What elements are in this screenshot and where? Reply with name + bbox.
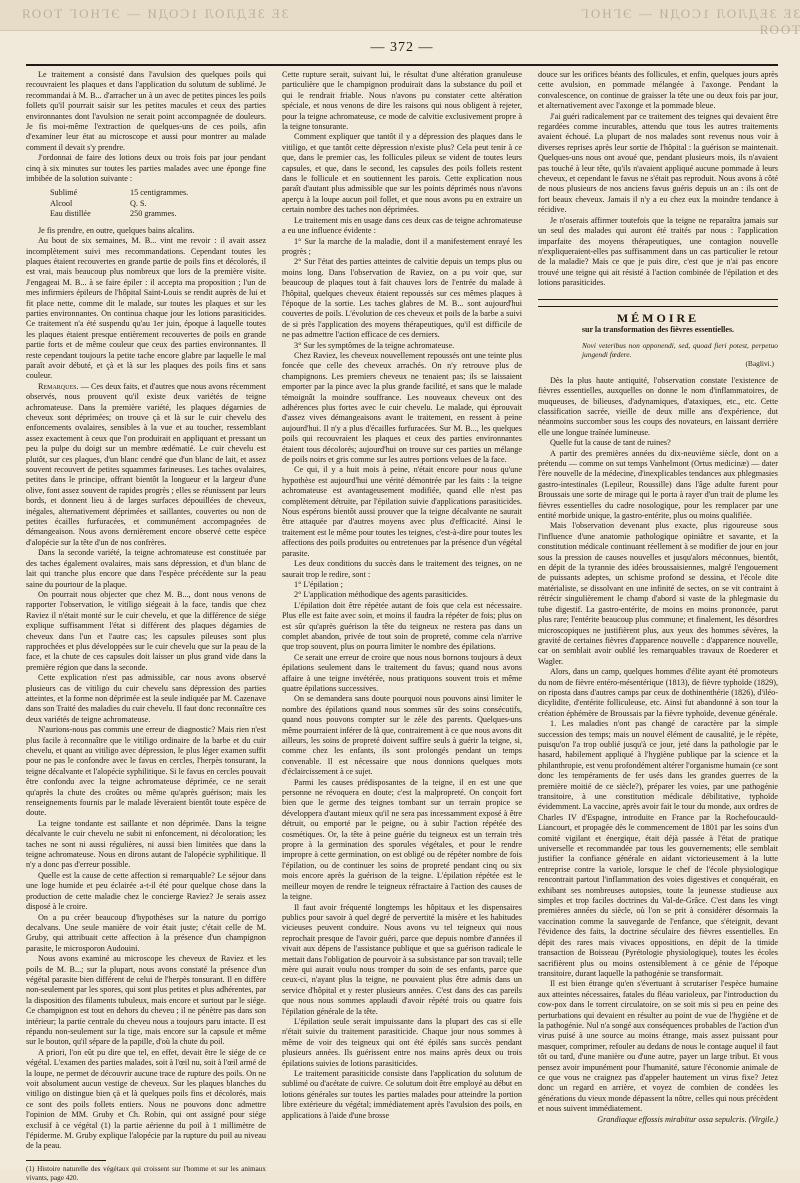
paragraph: Comment expliquer que tantôt il y a dépression des plaques dans le vitiligo, et que tantôt cette dépression n'existe plus? Cela peut tenir à ce que, dans le premier cas, les follicules pileux se vident de toutes leurs capsules, et que, dans le second, les capsules des poils follets restent dans le follicule et en soutiennent les parois. Cette explication nous paraît d'autant plus admissible que sur les points déprimés nous n'avons aperçu à la loupe aucun poil follet, et que nous avons pu en extraire un certain nombre des taches non déprimées. — [282, 132, 522, 215]
paragraph: 2° L'application méthodique des agents parasiticides. — [294, 590, 468, 600]
remarks-label: Remarques. — [38, 381, 79, 391]
ingredient: Eau distillée — [50, 209, 91, 219]
paragraph: Dans la seconde variété, la teigne achromateuse est constituée par des taches également ovalaires, mais sans dépression, et d'un blanc de lait qui tranche plus encore que dans l'espèce précédente sur la peau saine du pourtour de la plaque. — [26, 548, 266, 589]
dose: 250 grammes. — [130, 209, 177, 219]
paragraph: Au bout de six semaines, M. B... vint me revoir : il avait assez incomplètement suivi mes recommandations. Cependant toutes les plaques étaient recouvertes en grande partie de poils fins et décolorés, il est vrai, mais beaucoup plus nombreux que lors de la première visite. J'engageai M. B... à se faire épiler : il accepta ma proposition ; l'un de mes infirmiers épileurs de l'hôpital Saint-Louis se rendit auprès de lui et fit place nette, comme dit le malade, sur toutes les plaques et sur les parties environnantes. On continua chaque jour les lotions parasiticides. Ce traitement n'a été suspendu qu'au 1er juin, époque à laquelle toutes les plaques étaient presque entièrement recouvertes de poils en grande partie forts et de même couleur que ceux des parties environnantes. Il reste cependant toujours la petite tache encore glabre par laquelle le mal paraît avoir débuté, et çà et là sur les plaques des poils fins et sans couleur. — [26, 236, 266, 381]
column-middle — [282, 70, 522, 1183]
paragraph: 3° Sur les symptômes de la teigne achromateuse. — [294, 340, 455, 350]
paragraph-text: — Ces deux faits, et d'autres que nous avons récemment observés, nous prouvent qu'il existe deux variétés de teigne achromateuse. Dans la première variété, les plaques dégarnies de cheveux sont déprimées; on trouve çà et là sur le cuir chevelu des enfoncements ovalaires, sensibles à la vue et au toucher, ressemblant assez exactement à ceux que l'on produirait en appliquant et pressant un peu la pulpe du doigt sur un membre œdématié. Le cuir chevelu est plutôt, sur ces plaques, d'un blanc cendré que d'un blanc de lait, et assez souvent recouvert de petites squammes farineuses. Les taches ovalaires, petites dans le principe, offrant bientôt la longueur et la largeur d'une olive, font assez souvent de rapides progrès ; elles se réunissent par leurs bords, et donnent lieu à de larges surfaces dépouillées de cheveux, inégales, alternativement déprimées et saillantes, couvertes ou non de petites écailles furfuracées, et communément accompagnées de démangeaison. Nous avons dernièrement encore observé cette espèce d'alopécie sur la tête d'un de nos confrères. — [26, 381, 266, 547]
paragraph: Cette explication n'est pas admissible, car nous avons observé plusieurs cas de vitiligo du cuir chevelu sans dépression des parties atteintes, et la forme non déprimée est la seule indiquée par M. Cazenave dans son Traité des maladies du cuir chevelu. Il faut donc reconnaître ces deux variétés de teigne achromateuse. — [26, 673, 266, 724]
text-columns — [26, 70, 778, 1182]
bleed-through-text: ЗЕ ЗЕДЛОЛ 1СОДИ — ЭГНОГ ТООЯ — [579, 6, 800, 37]
paragraph: J'ai guéri radicalement par ce traitement des teignes qui devaient être regardées comme incurables, attendu que tous les autres traitements avaient échoué. La plupart de nos malades sont revenus nous voir à diverses reprises après leur sortie de l'hôpital : la guérison se maintenait. Quelques-uns nous ont avoué que, pendant plusieurs mois, ils n'avaient pas touché à leur tête, qu'ils n'avaient appliqué aucune pommade à leurs cheveux, et cependant le favus ne s'était pas reproduit. Nous avons à côté de nous plusieurs de nos anciens favus guéris depuis un an : ils ont de fort beaux cheveux. Jamais il n'y a eu chez eux la moindre tendance à récidive. — [538, 111, 778, 215]
epigraph-source: (Baglivi.) — [745, 359, 774, 369]
paragraph: A partir des premières années du dix-neuvième siècle, dont on a prétendu — comme on sut temps Vanhelmont (Ortus medicinæ) — dater l'ère nouvelle de la médecine, d'inexplicables tendances aux phlegmasies gastro-intestinales (Lepileur, Roussille) dans l'âge adulte furent pour Broussais une sorte de mirage qui le porta à rayer d'un trait de plume les fièvres essentielles du cadre nosologique, pour les remplacer par une entité morbide unique, la gastro-entérite, plus ou moins qualifiée. — [538, 448, 778, 521]
paragraph: On a pu créer beaucoup d'hypothèses sur la nature du porrigo decalvans. Une seule manière de voir était juste; c'était celle de M. Gruby, qui attribuait cette affection à la présence d'un champignon parasite, le microsporon Audouini. — [26, 912, 266, 953]
prescription-formula — [50, 188, 266, 219]
paragraph: La teigne tondante est saillante et non déprimée. Dans la teigne décalvante le cuir chevelu ne subit ni enfoncement, ni décoloration; les taches ne sont ni aussi régulières, ni aussi bien limitées que dans la teigne achromateuse. Nous en dirons autant de l'alopécie syphilitique. Il n'y a donc pas d'erreur possible. — [26, 818, 266, 870]
paragraph: 1° Sur la marche de la maladie, dont il a manifestement enrayé les progrès ; — [282, 236, 522, 256]
paragraph: Il faut avoir fréquenté longtemps les hôpitaux et les dispensaires publics pour savoir à quel degré de pervertité la misère et les habitudes vicieuses peuvent conduire. Nous avons vu tel teigneux qui nous reprochait presque de l'avoir guéri, parce que depuis nombre d'années il vivait aux dépens de l'assistance publique et que sa guérison radicale le mettait dans l'obligation de pourvoir à sa subsistance par son travail; telle mère qui aurait voulu nous tromper du soin de ses enfants, parce que ceux-ci, n'ayant plus la teigne, ne pouvaient plus être admis dans un service d'hôpital et y rester plusieurs années. C'est dans des cas pareils que nous nous sommes applaudi d'avoir répété trois ou quatre fois l'épilation générale de la tête. — [282, 902, 522, 1016]
paragraph: L'épilation doit être répétée autant de fois que cela est nécessaire. Plus elle est faite avec soin, et moins il faudra la répéter de fois; plus on est sûr qu'après guérison la tête du teigneux ne restera pas dans un complet abandon, privée de tout soin de propreté, comme cela n'arrive que trop souvent, plus on pourra limiter le nombre des épilations. — [282, 600, 522, 652]
epigraph: Novi veteribus non opponendi, sed, quoad fieri potest, perpetuo jungendi fœdere. — [582, 341, 778, 360]
paragraph: Le traitement parasiticide consiste dans l'application du solutum de sublimé ou d'acétate de cuivre. Ce solutum doit être employé au début en lotions générales sur toutes les parties malades pour atteindre la portion libre extérieure du végétal; immédiatement après l'avulsion des poils, en applications à l'aide d'une brosse — [282, 1069, 522, 1120]
paragraph: Ce serait une erreur de croire que nous nous bornons toujours à deux épilations seulement dans le traitement du favus; quand nous avons affaire à une teigne invétérée, nous pratiquons souvent trois et même quatre épilations successives. — [282, 652, 522, 693]
page-number: — 372 — — [370, 40, 434, 55]
paragraph: Le traitement mis en usage dans ces deux cas de teigne achromateuse a eu une influence évidente : — [282, 215, 522, 236]
ingredient: Alcool — [50, 198, 73, 208]
dose: 15 centigrammes. — [130, 188, 189, 198]
column-left — [26, 70, 266, 1183]
paragraph: On se demandera sans doute pourquoi nous pouvons ainsi limiter le nombre des épilations quand nous sommes sûr des soins consécutifs, quand nous pouvons compter sur le zèle des parents. Quelques-uns même pourraient inférer de là que, contrairement à ce que nous avons dit ailleurs, les soins de propreté doivent suffire seuls à guérir la teigne, si, comme chez les enfants, ils sont prolongés pendant un temps convenable. Il est nécessaire que nous donnions quelques mots d'éclaircissement à ce sujet. — [282, 694, 522, 777]
paragraph: 1. Les maladies n'ont pas changé de caractère par la simple succession des temps; mais un nouvel élément de causalité, je le répète, puisqu'on l'a trop oublié jusqu'à ce jour, jeté dans la pathologie par le hasard, habilement appliqué à l'hygiène publique par la science et la philanthropie, est venu profondément altérer l'organisme humain (ce sont donc les tempéraments de fer usés dans les grandes guerres de la première moitié de ce siècle?), préparer les voies, par une pathogénie transitoire, à une constitution médicale débilitative, typhoïde évidemment. La vaccine, après avoir fait le tour du monde, aux ordres de Charles IV d'Espagne, introduite en France par la Rochefoucauld-Liancourt, et propagée dès le commencement de 1801 par les soins d'un comité vigilant et énergique, était déjà passée à l'état de pratique universelle et recommandée par tous les gouvernements; elle semblait justifier la confiance générale en aidant victorieusement à la lutte entreprise contre la variole, lorsque le chef de l'école physiologique rencontrait partout l'inflammation des voies digestives et conquérait, en exhibant ses nombreuses autopsies, toute la jeunesse studieuse aux simples et trop faciles doctrines du Val-de-Grâce. C'est dans les vingt premières années du siècle, où l'on se prit à considérer désormais la vaccination comme la sauvegarde de l'enfance, que s'éteignit, devant l'évidence des faits, la doctrine séculaire des fièvres essentielles. En dépit des rares mais vivaces oppositions, en dépit de la timide transaction de Boisseau (Pyrétologie physiologique), toutes les écoles sacrifièrent plus ou moins ostensiblement à ce génie de l'époque transitoire, durant laquelle la pathogénie se transformait. — [538, 719, 778, 978]
paragraph: Chez Raviez, les cheveux nouvellement repoussés ont une teinte plus foncée que celle des cheveux arrachés. On n'y retrouve plus de champignons. Les premiers cheveux ne tenaient pas; ils se laissaient emporter par la pince avec la plus grande facilité, et sans que le malade témoignât la moindre souffrance. Les nouveaux cheveux ont des adhérences plus fortes avec le cuir chevelu. Le malade, qui éprouvait d'assez vives démangeaisons avant le traitement, en ressent à peine aujourd'hui. Il n'y a plus d'écailles furfuracées. Sur M. B..., les quelques poils qui recouvraient les plaques et ceux des parties environnantes étaient tous décolorés; aujourd'hui on trouve sur ces parties un mélange de poils noirs et gris comme sur les autres portions velues de la face. — [282, 350, 522, 465]
section-divider — [538, 299, 778, 307]
paragraph: Les deux conditions du succès dans le traitement des teignes, on ne saurait trop le redire, sont : — [282, 559, 522, 579]
paragraph: Cette rupture serait, suivant lui, le résultat d'une altération granuleuse particulière que le champignon produirait dans la substance du poil et qui le rendrait friable. Nous n'avons pu constater cette altération spéciale, et nous venons de dire les raisons qui nous obligent à rejeter, pour la teigne achromateuse, ce mode de calvitie exclusivement propre à la teigne tonsurante. — [282, 70, 522, 132]
paragraph: Je fis prendre, en outre, quelques bains alcalins. — [38, 225, 195, 235]
dose: Q. S. — [130, 198, 147, 208]
paragraph: L'épilation seule serait impuissante dans la plupart des cas si elle n'était suivie du traitement parasiticide. Chaque jour nous sommes à même de voir des teigneux qui ont été épilés sans succès pendant plusieurs années. Ils guérissent entre nos mains après deux ou trois épilations suivies de lotions parasiticides. — [282, 1016, 522, 1068]
closing-quote: Grandiaque effossis mirabitur ossa sepulcris. (Virgile.) — [597, 1114, 778, 1124]
paragraph: On pourrait nous objecter que chez M. B..., dont nous venons de rapporter l'observation, le vitiligo siégeait à la face, tandis que chez Raviez il n'était monté sur le cuir chevelu, et que la différence de siége explique suffisamment l'état si différent des plaques dégarnies de cheveux dans l'un et l'autre cas; les capsules pileuses sont plus rapprochées et plus développées sur le cuir chevelu que sur la peau de la face, et la chute de ces capsules doit laisser un plus grand vide dans la première région que dans la seconde. — [26, 589, 266, 672]
paragraph: Parmi les causes prédisposantes de la teigne, il en est une que personne ne révoquera en doute; c'est la malpropreté. On conçoit fort bien que le germe des teignes tombant sur un terrain propice se développera d'autant mieux qu'il ne sera pas incessamment exposé à être détruit, ou emporté par le peigne, ou à subir l'action répétée des cosmétiques. Or, la tête à peine guérie du teigneux est un terrain très propre à la germination des sporules végétales, et pour le rendre impropre à cette germination, on est obligé ou de répéter nombre de fois l'épilation, ou de continuer les soins de propreté pendant cinq ou six mois encore après la guérison de la teigne. L'épilation répétée est le meilleur moyen de rendre le teigneux réfractaire à l'action des causes de la teigne. — [282, 777, 522, 902]
formula-row — [50, 209, 266, 219]
footnote-rule — [26, 1160, 106, 1161]
bleed-through-text: ЗЕ ЗЕДЛОЛ 1СОДИ — ЭГНОГ ТООЯ — [20, 6, 289, 21]
paragraph: N'aurions-nous pas commis une erreur de diagnostic? Mais rien n'est plus facile à reconnaître que le vitiligo ordinaire de la barbe et du cuir chevelu, et quant au vitiligo avec dépression, le plus léger examen suffit pour ne pas le confondre avec le favus en cercles, l'herpès tonsurant, la teigne décalvante et l'alopécie syphilitique. Si le favus en cercles pouvait être confondu avec la teigne achromateuse déprimée, ce ne serait qu'après la chute des croûtes ou même qu'après guérison; mais les renseignements fournis par le malade lèveraient bientôt toute espèce de doute. — [26, 725, 266, 818]
paragraph: Nous avons examiné au microscope les cheveux de Raviez et les poils de M. B...; sur la plupart, nous avons constaté la présence d'un végétal parasite bien différent de celui de l'herpès tonsurant. Il en diffère non-seulement par les spores, qui sont plus petites et plus adhérentes, par la disposition des filaments tubuleux, mais encore et surtout par le siége. Ce champignon est tout en dehors du cheveu ; il ne pénètre pas dans son intérieur; la partie centrale du cheveu nous a toujours paru intacte. Il est répandu non-seulement sur la tige, mais encore sur la capsule et même sur le bouton, qu'il sépare de la papille, d'où la chute du poil. — [26, 954, 266, 1047]
ingredient: Sublimé — [50, 188, 78, 198]
paragraph: Alors, dans un camp, quelques hommes d'élite ayant été promoteurs du nom de fièvre entéro-mésentérique (1813), de fièvre typhoïde (1829), on riposta dans d'autres camps par ceux de dothinenthérie (1826), d'iléo-dicylidite, d'entérite folliculeuse, etc. Ainsi fut abandonné à son tour la création éphémère de Broussais par la fièvre typhoïde, devenue générale. — [538, 667, 778, 718]
paragraph: Dès la plus haute antiquité, l'observation constate l'existence de fièvres essentielles, auxquelles on donne le nom d'inflammatoires, de muqueuses, de bilieuses, d'adynamiques, d'ataxiques, etc., etc. Cette classification sacrée, vieille de deux mille ans d'expérience, dut néanmoins succomber sous les coups des novateurs, en laissant derrière elle une longue traînée lumineuse. — [538, 375, 778, 437]
paragraph: Ce qui, il y a huit mois à peine, n'était encore pour nous qu'une hypothèse est aujourd'hui une vérité démontrée par les faits : la teigne achromateuse est avantageusement modifiée, quand elle n'est pas complètement détruite, par l'épilation suivie d'applications parasiticides. Nous espérons bientôt aussi prouver que la teigne décalvante ne saurait être attaquée par d'autres moyens avec plus d'efficacité. Ainsi le traitement est le même pour toutes les teignes, c'est-à-dire pour toutes les affections des poils produites ou entretenues par la présence d'un végétal parasite. — [282, 465, 522, 558]
bleed-through-strip — [0, 0, 800, 37]
footnote: (1) Histoire naturelle des végétaux qui croissent sur l'homme et sur les animaux vivants, page 420. — [26, 1164, 266, 1182]
formula-row — [50, 188, 266, 198]
paragraph: J'ordonnai de faire des lotions deux ou trois fois par jour pendant cinq à six minutes sur toutes les parties malades avec une éponge fine imbibée de la solution suivante : — [26, 153, 266, 184]
article-subtitle: sur la transformation des fièvres essentielles. — [581, 324, 735, 334]
paragraph: Il est bien étrange qu'en s'évertuant à scrutariser l'espèce humaine aux atteintes nécessaires, fatales du fléau varioleux, par l'introduction du cow-pox dans le torrent circulatoire, on se soit mis si peu en peine des perturbations qui devaient en résulter au point de vue de l'hygiène et de la pathogénie. Nul n'a songé aux conséquences probables de l'action d'un virus puisé à une source au moins étrange, mais assez puissant pour masquer, comprimer, refouler au dedans de nous le contage auquel il faut tôt ou tard, d'une manière ou d'une autre, payer un large tribut. Et vous pensez avoir impunément pour l'humanité, sature l'économie animale de ce que vous ne craignez pas d'appeler hautement un virus fixe? Jetez donc un regard en arrière, et voyez de combien de condées les générations du vieux monde dépassent la nôtre, celles qui nous précèdent et nous suivent immédiatement. — [538, 979, 778, 1114]
paragraph: douce sur les orifices béants des follicules, et enfin, quelques jours après cette avulsion, en pommade mélangée à l'axonge. Pendant la convalescence, on continue de graisser la tête une ou deux fois par jour, et alternativement avec l'axonge et la pommade bleue. — [538, 70, 778, 111]
paragraph: Le traitement a consisté dans l'avulsion des quelques poils qui recouvraient les plaques et dans l'application du solutum de sublimé. Je recommandai à M. B... d'arracher un à un avec de petites pinces les poils follets qu'il pourrait saisir sur les petites macules et ceux des parties environnantes dont l'avulsion ne serait point accompagnée de douleurs. Je fis moi-même l'extraction de quelques-uns de ces poils, afin d'examiner leur état au microscope et aussi pour montrer au malade comment il devait s'y prendre. — [26, 70, 266, 152]
paragraph: Je n'oserais affirmer toutefois que la teigne ne reparaîtra jamais sur un seul des malades qui auront été traités par nous : l'application imparfaite des moyens thérapeutiques, une contagion nouvelle n'expliqueraient-elles pas suffisamment dans un cas particulier le retour de la maladie? Mais ce que je puis dire, c'est que je n'ai pas encore trouvé une teigne qui ait résisté à l'action combinée de l'épilation et des lotions parasiticides. — [538, 215, 778, 288]
paragraph: 1° L'épilation ; — [294, 579, 343, 589]
paragraph: Mais l'observation devenant plus exacte, plus rigoureuse sous l'influence d'une anatomie pathologique opiniâtre et savante, et la constitution médicale continuant réellement à se modifier de jour en jour sous la pression de causes nouvelles et jusqu'alors méconnues, bientôt, en dépit de la tyrannie des idées broussaisiennes, malgré l'engouement de puissants adeptes, un schisme profond se dessina, et l'école dite matérialiste, se dissolvant en une infinité de sectes, on se vit contraint à rétrécir singulièrement le champ d'abord si vaste de la phlegmasie du tube digestif. La gastro-entérite, de moins en moins prononcée, parut plus rare; l'entérite beaucoup plus commune; et finalement, les désordres microscopiques ne justifièrent plus, aux yeux des hommes sévères, la gravité de certaines fièvres d'apparence nouvelle : d'apparence nouvelle, car on semblait avoir oublié les remarquables travaux de Roederer et Wagler. — [538, 521, 778, 666]
paragraph: Quelle est la cause de cette affection si remarquable? Le séjour dans une loge humide et peu éclairée a-t-il été pour quelque chose dans la production de cette maladie chez le concierge Raviez? Je serais assez disposé à le croire. — [26, 870, 266, 912]
column-right — [538, 70, 778, 1183]
paragraph: A priori, l'on eût pu dire que tel, en effet, devait être le siége de ce végétal. L'examen des parties malades, soit à l'œil nu, soit à l'œil armé de la loupe, ne permet de découvrir aucune trace de rupture des poils. On ne voit absolument aucun vestige de cheveux. Sur les plaques blanches du vitiligo on distingue bien çà et là quelques poils fins et décolorés, mais ce sont des poils follets entiers. Nous ne pouvons donc admettre l'opinion de MM. Gruby et Ch. Robin, qui ont assigné pour siége exclusif à ce végétal (1) la partie aérienne du poil à 1 millimètre de l'épiderme. M. Gruby explique l'alopécie par la rupture du poil au niveau de la peau. — [26, 1047, 266, 1151]
formula-row — [50, 199, 266, 209]
article-title: MÉMOIRE — [616, 310, 700, 325]
paragraph: 2° Sur l'état des parties atteintes de calvitie depuis un temps plus ou moins long. Dans l'observation de Raviez, on a pu voir que, sur beaucoup de plaques tout à fait chauves lors de l'entrée du malade à l'hôpital, quelques cheveux étaient repoussés sur ces mêmes plaques à l'époque de la sortie. Les taches glabres de M. B... sont aujourd'hui couvertes de poils. L'évolution de ces cheveux et poils de la barbe a suivi de si près l'application des moyens thérapeutiques, qu'il est difficile de ne pas admettre l'action efficace de ces derniers. — [282, 257, 522, 340]
paragraph: Quelle fut la cause de tant de ruines? — [550, 438, 671, 448]
header-rule — [26, 64, 778, 66]
paragraph — [26, 382, 266, 549]
page-header — [26, 34, 778, 62]
